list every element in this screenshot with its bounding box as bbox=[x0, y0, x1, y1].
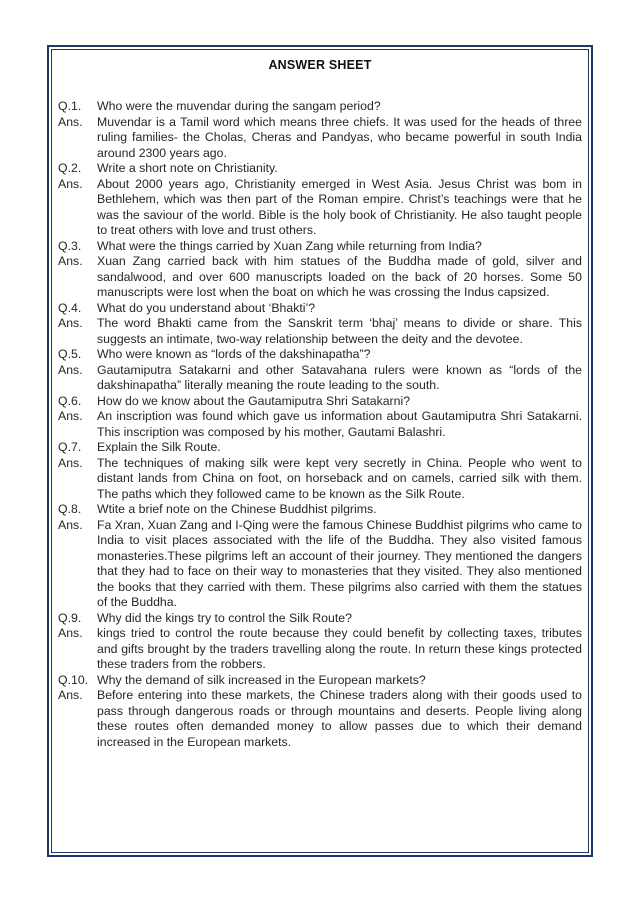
qa-item bbox=[58, 99, 582, 161]
qa-item bbox=[58, 161, 582, 239]
answer-text: An inscription was found which gave us information about Gautamiputra Shri Satakarni. This inscription was composed by his mother, Gautami Balashri. bbox=[97, 409, 582, 439]
answer-text: The word Bhakti came from the Sanskrit term ‘bhaj’ means to divide or share. This suggests an intimate, two-way relationship between the deity and the devotee. bbox=[97, 316, 582, 346]
qa-item bbox=[58, 611, 582, 673]
question-label: Q.7. bbox=[58, 440, 82, 454]
question-label: Q.6. bbox=[58, 393, 82, 408]
answer-row bbox=[58, 254, 582, 301]
answer-row bbox=[58, 363, 582, 394]
qa-item bbox=[58, 239, 582, 301]
question-text: Why the demand of silk increased in the European markets? bbox=[97, 672, 426, 687]
question-row bbox=[58, 502, 582, 518]
answer-label: Ans. bbox=[58, 455, 83, 470]
answer-row bbox=[58, 518, 582, 611]
question-label: Q.4. bbox=[58, 300, 82, 315]
answer-text: Muvendar is a Tamil word which means three chiefs. It was used for the heads of three ruling families- the Cholas, Cheras and Pandyas, who became powerful in south India around 2300 years ago. bbox=[97, 114, 582, 160]
page-title: ANSWER SHEET bbox=[268, 58, 372, 72]
qa-item bbox=[58, 301, 582, 348]
question-text: What do you understand about ‘Bhakti’? bbox=[97, 300, 316, 315]
answer-text: The techniques of making silk were kept very secretly in China. People who went to distant lands from China on foot, on horseback and on camels, carried silk with them. The paths which they followed came to be known as the Silk Route. bbox=[97, 455, 582, 501]
question-row bbox=[58, 611, 582, 627]
answer-label: Ans. bbox=[58, 316, 83, 330]
question-row bbox=[58, 394, 582, 410]
question-text: Wtite a brief note on the Chinese Buddhist pilgrims. bbox=[97, 502, 377, 516]
answer-row bbox=[58, 115, 582, 162]
answer-row bbox=[58, 626, 582, 673]
question-row bbox=[58, 99, 582, 115]
question-row bbox=[58, 347, 582, 363]
question-text: How do we know about the Gautamiputra Shri Satakarni? bbox=[97, 393, 411, 408]
question-text: Why did the kings try to control the Silk Route? bbox=[97, 610, 352, 625]
answer-label: Ans. bbox=[58, 176, 83, 191]
question-row bbox=[58, 239, 582, 255]
answer-label: Ans. bbox=[58, 114, 83, 129]
answer-label: Ans. bbox=[58, 626, 83, 640]
question-row bbox=[58, 673, 582, 689]
answer-row bbox=[58, 409, 582, 440]
question-text: Explain the Silk Route. bbox=[97, 440, 221, 454]
answer-row bbox=[58, 456, 582, 503]
question-label: Q.10. bbox=[58, 672, 89, 687]
qa-item bbox=[58, 440, 582, 502]
answer-label: Ans. bbox=[58, 254, 83, 268]
answer-text: Xuan Zang carried back with him statues of the Buddha made of gold, silver and sandalwood, and over 600 manuscripts loaded on the back of 20 horses. Some 50 manuscripts were lost when the boat on which he was crossing the Indus capsized. bbox=[97, 254, 582, 299]
qa-item bbox=[58, 502, 582, 611]
answer-label: Ans. bbox=[58, 409, 83, 423]
question-label: Q.8. bbox=[58, 502, 82, 516]
answer-label: Ans. bbox=[58, 517, 83, 532]
question-row bbox=[58, 440, 582, 456]
question-label: Q.5. bbox=[58, 347, 82, 361]
question-text: What were the things carried by Xuan Zang while returning from India? bbox=[97, 238, 482, 253]
question-text: Write a short note on Christianity. bbox=[97, 161, 278, 175]
answer-label: Ans. bbox=[58, 688, 83, 702]
question-label: Q.3. bbox=[58, 238, 82, 253]
question-text: Who were known as “lords of the dakshinapatha”? bbox=[97, 347, 371, 361]
answer-text: Gautamiputra Satakarni and other Satavahana rulers were known as “lords of the dakshinapatha” literally meaning the route leading to the south. bbox=[97, 362, 582, 392]
qa-item bbox=[58, 347, 582, 394]
answer-text: Fa Xran, Xuan Zang and I-Qing were the famous Chinese Buddhist pilgrims who came to India to visit places associated with the life of the Buddha. They also visited famous monasteries.These pilgrims left an account of their journey. They mentioned the dangers that they had to face on their way to monasteries that they visited. They also mentioned the books that they carried with them. These pilgrims also carried with them the statues of the Buddha. bbox=[97, 517, 582, 609]
answer-text: Before entering into these markets, the Chinese traders along with their goods used to pass through dangerous roads or through mountains and deserts. People living along these routes often demanded money to allow passes due to which their demand increased in the European markets. bbox=[97, 688, 582, 749]
question-label: Q.2. bbox=[58, 161, 82, 175]
question-label: Q.9. bbox=[58, 610, 82, 625]
qa-item bbox=[58, 394, 582, 441]
question-row bbox=[58, 301, 582, 317]
answer-label: Ans. bbox=[58, 362, 83, 377]
answer-row bbox=[58, 177, 582, 239]
question-row bbox=[58, 161, 582, 177]
answer-row bbox=[58, 688, 582, 750]
qa-item bbox=[58, 673, 582, 751]
question-text: Who were the muvendar during the sangam period? bbox=[97, 99, 381, 113]
answer-row bbox=[58, 316, 582, 347]
answer-text: kings tried to control the route because they could benefit by collecting taxes, tributes and gifts brought by the traders travelling along the route. In return these kings protected these traders from the robbers. bbox=[97, 626, 582, 671]
question-label: Q.1. bbox=[58, 99, 82, 113]
qa-list bbox=[58, 99, 582, 750]
answer-text: About 2000 years ago, Christianity emerged in West Asia. Jesus Christ was bom in Bethlehem, which was then part of the Roman empire. Christ’s teachings were that he was the saviour of the world. Bible is the holy book of Christianity. He also taught people to treat others with love and trust others. bbox=[97, 176, 582, 237]
